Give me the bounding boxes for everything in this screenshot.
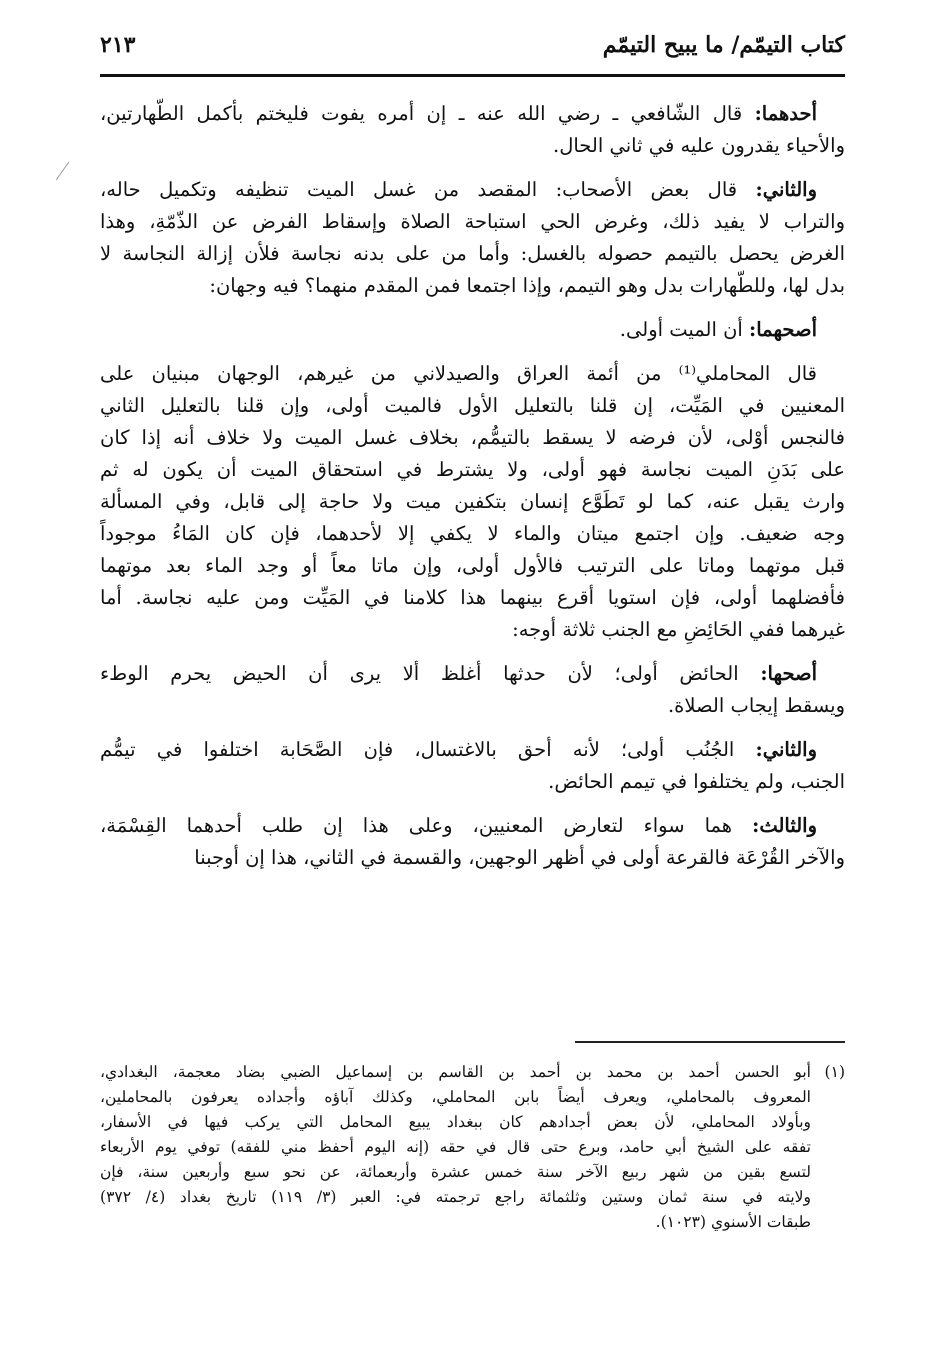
footnote-text: وبأولاد المحاملي، لأن بعض أجدادهم كان ببغداد يبيع المحامل التي يركب فيها في الأسفار،: [100, 1113, 811, 1131]
paragraph: [100, 658, 845, 722]
line-text: قال الشّافعي ـ رضي الله عنه ـ إن أمره يفوت فليختم بأكمل الطّهارتين،: [100, 102, 743, 125]
text-line: [100, 486, 845, 518]
text-line: [100, 130, 845, 162]
footnote-line: [100, 1160, 845, 1185]
line-text: قال بعض الأصحاب: المقصد من غسل الميت تنظيفه وتكميل حاله،: [100, 178, 738, 201]
text-line: [100, 454, 845, 486]
running-header: [100, 28, 845, 68]
footnote-text: تفقه على الشيخ أبي حامد، وبرع حتى قال في حقه (إنه اليوم أحفظ مني للفقه) توفي يوم الأربعاء: [100, 1138, 811, 1156]
paragraph: [100, 98, 845, 162]
page-number: ٢١٣: [100, 32, 136, 58]
line-text: والآخر القُرْعَة فالقرعة أولى في أظهر الوجهين، والقسمة في الثاني، هذا إن أوجبنا: [194, 846, 845, 869]
footnote-text: المعروف بالمحاملي، ويعرف أيضاً بابن المحاملي، وكذلك آباؤه وأجداده يعرفون بالمحاملين،: [100, 1088, 811, 1106]
footnote-line: [100, 1060, 845, 1085]
paragraph-lead: والثاني:: [755, 178, 818, 201]
footnote-line: [100, 1110, 845, 1135]
line-text: والتراب لا يفيد ذلك، وغرض الحي استباحة الصلاة وإسقاط الفرض عن الذّمّةِ، وهذا: [100, 210, 845, 233]
text-line: [100, 390, 845, 422]
paragraph: [100, 734, 845, 798]
text-line: [100, 550, 845, 582]
text-line: [100, 658, 845, 690]
paragraph: [100, 174, 845, 302]
paragraph-lead: أصحها:: [760, 662, 818, 685]
text-line: [100, 422, 845, 454]
text-line: [100, 174, 845, 206]
line-text: الجُنُب أولى؛ لأنه أحق بالاغتسال، فإن الصَّحَابة اختلفوا في تيمُّم: [100, 738, 735, 761]
line-text: المعنيين في المَيِّت، إن قلنا بالتعليل الأول فالميت أولى، وإن قلنا بالتعليل الثاني: [100, 394, 845, 417]
footnote-rule: [575, 1041, 845, 1043]
line-text: الغرض يحصل بالتيمم حصوله بالغسل: وأما من على بدنه نجاسة فلأن إزالة النجاسة لا: [100, 242, 845, 265]
footnote-line: [100, 1135, 845, 1160]
header-rule: [100, 74, 845, 77]
paragraph-lead: أحدهما:: [754, 102, 817, 125]
footnote-text: لتسع بقين من شهر ربيع الآخر سنة خمس عشرة وأربعمائة، عن نحو سبع وأربعين سنة، فإن: [100, 1163, 811, 1181]
paragraph-lead: والثالث:: [752, 814, 818, 837]
paragraph: [100, 314, 845, 346]
main-text: [100, 98, 845, 886]
text-line: [100, 98, 845, 130]
text-line: [100, 582, 845, 614]
line-text: على بَدَنِ الميت نجاسة فهو أولى، ولا يشترط في استحقاق الميت أن يكون له ثم: [100, 458, 845, 481]
line-text: فالنجس أوْلى، لأن فرضه لا يسقط بالتيمُّم، بخلاف غسل الميت ولا خلاف أنه إذا كان: [100, 426, 845, 449]
footnote-text: ولايته في سنة ثمان وستين وثلثمائة راجع ترجمته في: العبر (٣/ ١١٩) تاريخ بغداد (٤/ ٣٧٢): [100, 1188, 811, 1206]
footnote-text: طبقات الأسنوي (١٠٢٣).: [655, 1213, 811, 1231]
line-text: بدل لها، وللطّهارات بدل وهو التيمم، وإذا اجتمعا فمن المقدم منهما؟ فيه وجهان:: [209, 274, 845, 297]
footnote: [100, 1060, 845, 1235]
footnote-text: أبو الحسن أحمد بن محمد بن أحمد بن القاسم بن إسماعيل الضبي بضاد معجمة، البغدادي،: [100, 1063, 811, 1081]
footnote-marker: (١): [824, 1063, 845, 1081]
text-line: [100, 270, 845, 302]
line-text: قال المحاملي⁽¹⁾ من أئمة العراق والصيدلاني من غيرهم، الوجهان مبنيان على: [100, 362, 818, 385]
header-title: كتاب التيمّم/ ما يبيح التيمّم: [602, 32, 845, 58]
text-line: [100, 614, 845, 646]
text-line: [100, 238, 845, 270]
line-text: والأحياء يقدرون عليه في ثاني الحال.: [553, 134, 845, 157]
text-line: [100, 734, 845, 766]
line-text: غيرهما ففي الحَائِضِ مع الجنب ثلاثة أوجه:: [512, 618, 845, 641]
paragraph-lead: والثاني:: [755, 738, 818, 761]
line-text: فأفضلهما أولى، فإن استويا أقرع بينهما هذا كلامنا في المَيِّت ومن عليه نجاسة. أما: [100, 586, 845, 609]
footnote-line: [100, 1085, 845, 1110]
line-text: وجه ضعيف. وإن اجتمع ميتان والماء لا يكفي إلا لأحدهما، فإن كان المَاءُ موجوداً: [100, 522, 845, 545]
line-text: الجنب، ولم يختلفوا في تيمم الحائض.: [548, 770, 845, 793]
line-text: وارث يقبل عنه، كما لو تَطَوَّع إنسان بتكفين ميت ولا حاجة إلى قابل، وفي المسألة: [100, 490, 845, 513]
text-line: [100, 690, 845, 722]
paragraph: [100, 358, 845, 646]
text-line: [100, 358, 845, 390]
line-text: الحائض أولى؛ لأن حدثها أغلظ ألا يرى أن الحيض يحرم الوطء: [100, 662, 739, 685]
text-line: [100, 206, 845, 238]
text-line: [100, 518, 845, 550]
paragraph: [100, 810, 845, 874]
line-text: أن الميت أولى.: [619, 318, 743, 341]
footnote-line: [100, 1185, 845, 1210]
text-line: [100, 842, 845, 874]
text-line: [100, 314, 845, 346]
scan-mark: [56, 162, 69, 181]
text-line: [100, 810, 845, 842]
footnote-line: [100, 1210, 845, 1235]
line-text: قبل موتهما وماتا على الترتيب فالأول أولى، وإن ماتا معاً أو وجد الماء بعد موتهما: [100, 554, 845, 577]
text-line: [100, 766, 845, 798]
paragraph-lead: أصحهما:: [749, 318, 817, 341]
line-text: ويسقط إيجاب الصلاة.: [667, 694, 845, 717]
line-text: هما سواء لتعارض المعنيين، وعلى هذا إن طلب أحدهما القِسْمَة،: [100, 814, 733, 837]
